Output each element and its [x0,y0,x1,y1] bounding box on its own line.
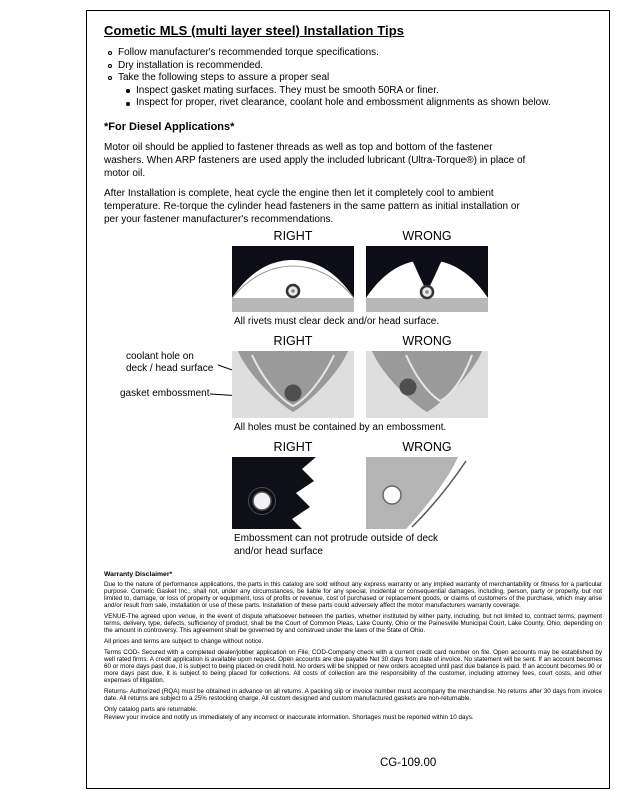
rivet-right-figure [232,246,354,312]
tip-sub-bullet [126,97,595,110]
right-label: RIGHT [273,229,313,243]
warranty-paragraph: Due to the nature of performance applications, the parts in this catalog are sold without any express warranty or any implied warranty of merchantability or fitness for a particular purpose. Cometic Gasket Inc., shall not, under any circumstances, be liable for any special, incidental or consequential damages, including, person, party or property, but not limited to, damage, or loss of property or equipment, loss of profits or revenue, cost of purchased or replacement goods, or claims of customers of the purchase, which may arise and/or result from sale, installation or use of these parts. Installation of these parts could adversely affect the motor manufacturers warranty coverage. [104,581,602,609]
diesel-paragraph-2: After Installation is complete, heat cycle the engine then let it completely cool to ambient temperature. Re-torque the cylinder head fasteners in the same pattern as initial installation or per your fastener manufacturer's recommendations. [104,187,520,225]
tip-text: Inspect gasket mating surfaces. They must be smooth 50RA or finer. [136,84,439,96]
figure-caption: All holes must be contained by an embossment. [234,422,447,433]
embossment-wrong-figure [366,457,488,529]
rivet-wrong-figure [366,246,488,312]
top-matter [104,23,595,229]
gasket-embossment-label: gasket embossment [120,388,210,399]
right-label: RIGHT [273,440,313,454]
tip-text: Follow manufacturer's recommended torque specifications. [118,47,379,58]
wrong-label: WRONG [402,334,452,348]
figure-caption: All rivets must clear deck and/or head surface. [234,316,440,327]
warranty-paragraph: Review your invoice and notify us immediately of any incorrect or inaccurate information. Shortages must be reported within 10 days. [104,714,474,721]
open-bullet-icon [108,51,112,55]
figure-headers [232,229,492,246]
wrong-label: WRONG [402,229,452,243]
tip-sub-bullet [126,85,595,98]
tip-text: Inspect for proper, rivet clearance, coolant hole and embossment alignments as shown below. [136,97,551,108]
tip-text: Take the following steps to assure a proper seal [118,72,330,83]
tip-text: Dry installation is recommended. [118,59,264,71]
right-label: RIGHT [273,334,313,348]
figure-holes-headers-block [232,334,492,351]
open-bullet-icon [108,64,112,68]
figure-images [232,246,492,312]
figure-images [232,457,492,529]
warranty-paragraph: Returns- Authorized (RQA) must be obtained in advance on all returns. A packing slip or invoice number must accompany the merchandise. No returns after 30 days from invoice date. All returns are subject to a 25% restocking charge. All custom designed and custom manufactured gaskets are non-returnable. [104,688,602,702]
figure-rivets [232,229,492,328]
open-bullet-icon [108,76,112,80]
page-frame [86,10,610,789]
figure-headers [232,334,492,351]
figure-images [232,351,488,418]
page-content [87,11,609,558]
page-title: Cometic MLS (multi layer steel) Installation Tips [104,23,405,38]
coolant-hole-label: coolant hole on deck / head surface [126,351,214,374]
tip-bullet [108,72,595,85]
filled-bullet-icon [126,89,130,93]
hole-wrong-figure [366,351,488,418]
warranty-heading: Warranty Disclaimer* [104,571,173,578]
figure-headers [232,440,492,457]
wrong-label: WRONG [402,440,452,454]
warranty-paragraph: Terms COD- Secured with a completed dealer/jobber application on File, COD-Company check with a current credit card number on file. Open accounts may be established by well rated firms. A credit application is available upon request. Open accounts are due payable Net 30 days from date of invoice. No statement will be sent. If an account becomes 60 or more days past due, it is subject to being placed on credit hold. No orders will be shipped or new orders accepted until past due balance is paid. If an account becomes 90 or more days past due, it is subject to being placed for collections. All costs of collection are the responsibility of the customer, including attorney fees, court costs, and other expenses of litigation. [104,649,602,684]
figure-holes [104,351,595,418]
diesel-paragraph-1: Motor oil should be applied to fastener threads as well as top and bottom of the fastener washers. When ARP fasteners are used apply the included lubricant (Ultra-Torque®) in place of motor oil. [104,141,526,179]
warranty-disclaimer [104,571,602,725]
figure-protrusion [232,440,492,558]
warranty-paragraph: All prices and terms are subject to change without notice. [104,638,264,645]
hole-right-figure [232,351,354,418]
warranty-paragraph: Only catalog parts are returnable. [104,706,198,713]
warranty-paragraph: VENUE-The agreed upon venue, in the event of dispute whatsoever between the parties, whether instituted by either party, including, but not limited to, contract terms, payment terms, delivery, type, defects, sufficiency of product, shall be the Court of Common Pleas, Lake County, Ohio or the Painesville Municipal Court, Lake County, Ohio, depending on the amount in controversy. This agreement shall be governed by and construed under the laws of the State of Ohio. [104,613,602,634]
tip-bullet [108,47,595,60]
figure-caption: Embossment can not protrude outside of deck and/or head surface [234,533,439,557]
filled-bullet-icon [126,102,130,106]
diesel-heading: *For Diesel Applications* [104,120,235,133]
tip-bullet [108,60,595,73]
page-number: CG-109.00 [380,757,437,769]
embossment-right-figure [232,457,354,529]
